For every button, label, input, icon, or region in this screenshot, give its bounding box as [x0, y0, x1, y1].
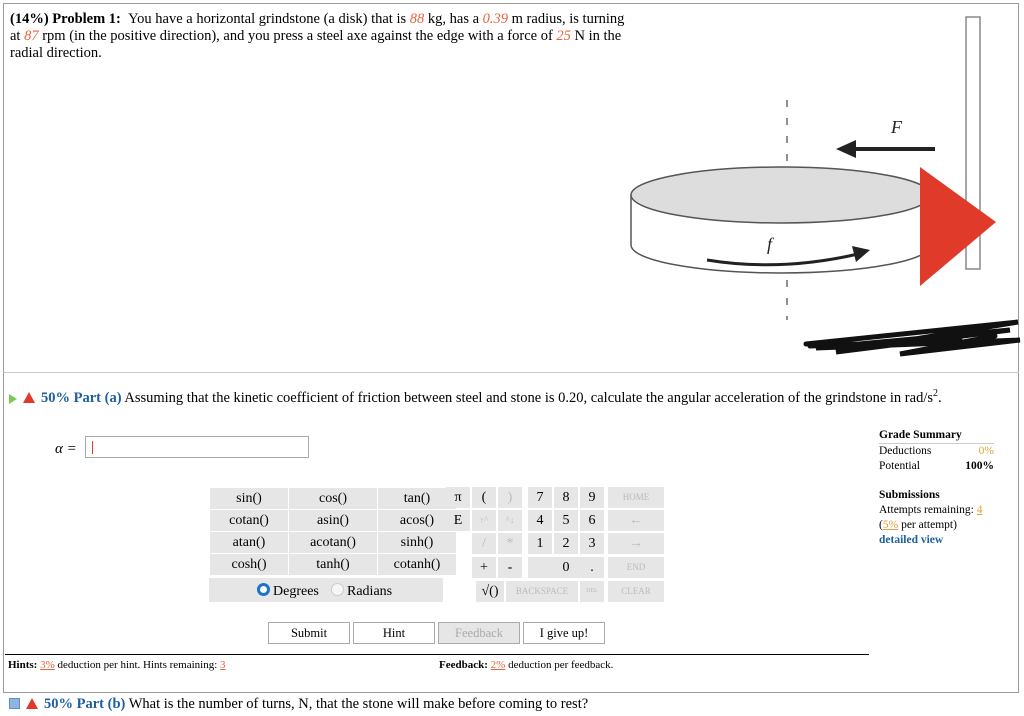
attempts-row: [879, 503, 994, 518]
alpha-label: α =: [55, 441, 77, 457]
submissions-title: Submissions: [879, 489, 940, 501]
radians-radio[interactable]: [331, 583, 344, 596]
cotan-button[interactable]: cotan(): [210, 510, 289, 532]
part-a-text: Assuming that the kinetic coefficient of friction between steel and stone is 0.20, calculate the angular acceleration of the grindstone in rad/s: [124, 389, 933, 406]
hints-text: deduction per hint. Hints remaining:: [57, 659, 218, 671]
plus-key[interactable]: +: [472, 557, 496, 578]
axe-blade: [920, 167, 996, 286]
function-keypad: [209, 487, 457, 576]
force-value: 25: [556, 28, 571, 44]
acos-button[interactable]: acos(): [378, 510, 457, 532]
divider: [3, 372, 1019, 373]
up-caret-key[interactable]: ↑^: [472, 510, 496, 531]
backspace-key[interactable]: BACKSPACE: [506, 581, 578, 602]
part-a-name: Part (a): [73, 389, 122, 406]
warning-icon: [23, 392, 35, 403]
part-a-end: .: [938, 389, 942, 406]
sinh-button[interactable]: sinh(): [378, 532, 457, 554]
key-0[interactable]: 0: [528, 557, 604, 578]
part-b-question: [9, 696, 588, 713]
warning-icon: [26, 698, 38, 709]
key-4[interactable]: 4: [528, 510, 552, 531]
cos-button[interactable]: cos(): [289, 488, 378, 510]
hints-label: Hints:: [8, 659, 38, 671]
tan-button[interactable]: tan(): [378, 488, 457, 510]
problem-text: m radius, is turning at: [10, 11, 625, 44]
cotanh-button[interactable]: cotanh(): [378, 554, 457, 576]
key-7[interactable]: 7: [528, 487, 552, 508]
force-label: F: [891, 117, 902, 137]
part-a-question: [9, 384, 989, 408]
key-1[interactable]: 1: [528, 533, 552, 554]
degrees-label: Degrees: [273, 584, 319, 599]
grade-summary-title: Grade Summary: [879, 428, 994, 444]
sin-button[interactable]: sin(): [210, 488, 289, 510]
clear-key[interactable]: CLEAR: [608, 581, 664, 602]
answer-input[interactable]: [85, 436, 309, 458]
del-key[interactable]: DEL: [580, 581, 604, 602]
feedback-pct: 2%: [490, 659, 506, 671]
problem-text: rpm (in the positive direction), and you press a steel axe against the edge with a force of: [42, 28, 553, 44]
minus-key[interactable]: -: [498, 557, 522, 578]
key-8[interactable]: 8: [554, 487, 578, 508]
atan-button[interactable]: atan(): [210, 532, 289, 554]
part-a-exponent: 2: [933, 388, 938, 399]
expand-triangle-icon[interactable]: [9, 394, 17, 404]
deductions-label: Deductions: [879, 445, 932, 457]
degrees-radio[interactable]: [257, 583, 270, 596]
hints-feedback-bar: [5, 654, 869, 675]
text-caret: [92, 441, 93, 454]
per-attempt-pct: 5%: [882, 519, 899, 531]
hints-info: [8, 659, 226, 671]
acotan-button[interactable]: acotan(): [289, 532, 378, 554]
key-3[interactable]: 3: [580, 533, 604, 554]
divide-key[interactable]: /: [472, 533, 496, 554]
hints-pct: 3%: [40, 659, 55, 671]
radius-value: 0.39: [482, 11, 509, 27]
friction-label: f: [767, 234, 773, 254]
dot-key[interactable]: .: [590, 560, 594, 575]
part-b-percent: 50%: [44, 696, 73, 712]
redaction-scribble: [806, 322, 1020, 354]
end-key[interactable]: END: [608, 557, 664, 578]
potential-value: 100%: [965, 460, 994, 472]
grade-summary: [879, 428, 994, 548]
feedback-button[interactable]: Feedback: [438, 622, 520, 644]
potential-row: [879, 459, 994, 474]
feedback-label: Feedback:: [439, 659, 488, 671]
deductions-value: 0%: [978, 445, 994, 457]
feedback-info: [439, 659, 613, 671]
radians-label: Radians: [347, 584, 393, 599]
rpm-value: 87: [24, 28, 39, 44]
attempts-label: Attempts remaining:: [879, 504, 974, 516]
feedback-text: deduction per feedback.: [508, 659, 614, 671]
part-b-text: What is the number of turns, N, that the stone will make before coming to rest?: [128, 696, 589, 712]
right-paren-key[interactable]: ): [498, 487, 522, 508]
multiply-key[interactable]: *: [498, 533, 522, 554]
left-arrow-key[interactable]: ←: [608, 510, 664, 531]
give-up-button[interactable]: I give up!: [523, 622, 605, 644]
per-attempt-text: per attempt): [901, 519, 957, 531]
submit-button[interactable]: Submit: [268, 622, 350, 644]
mass-value: 88: [409, 11, 425, 27]
key-9[interactable]: 9: [580, 487, 604, 508]
degrees-option[interactable]: [257, 583, 319, 600]
force-arrowhead: [836, 140, 856, 158]
part-a-percent: 50%: [41, 389, 70, 406]
key-5[interactable]: 5: [554, 510, 578, 531]
sqrt-key[interactable]: √(): [476, 581, 504, 602]
tanh-button[interactable]: tanh(): [289, 554, 378, 576]
pi-key[interactable]: π: [446, 487, 470, 508]
left-paren-key[interactable]: (: [472, 487, 496, 508]
deductions-row: [879, 444, 994, 459]
per-attempt-row: (5% per attempt): [879, 519, 957, 531]
down-caret-key[interactable]: ^↓: [498, 510, 522, 531]
problem-text: kg, has a: [427, 11, 480, 27]
attempts-value: 4: [976, 504, 983, 516]
asin-button[interactable]: asin(): [289, 510, 378, 532]
e-key[interactable]: E: [446, 510, 470, 531]
potential-label: Potential: [879, 460, 920, 472]
right-arrow-key[interactable]: →: [608, 533, 664, 554]
angle-mode-selector: [209, 578, 443, 602]
key-6[interactable]: 6: [580, 510, 604, 531]
cosh-button[interactable]: cosh(): [210, 554, 289, 576]
problem-heading: (14%) Problem 1:: [10, 11, 121, 27]
disk-top: [631, 167, 931, 223]
radians-option[interactable]: [331, 583, 392, 600]
part-b-name: Part (b): [76, 696, 126, 712]
hint-button[interactable]: Hint: [353, 622, 435, 644]
home-key[interactable]: HOME: [608, 487, 664, 508]
collapse-icon[interactable]: [9, 698, 20, 709]
hints-remaining: 3: [220, 659, 226, 671]
problem-text: You have a horizontal grindstone (a disk) that is: [128, 11, 407, 27]
detailed-view-link[interactable]: detailed view: [879, 534, 944, 546]
problem-text: N in the radial direction.: [10, 28, 622, 61]
key-2[interactable]: 2: [554, 533, 578, 554]
